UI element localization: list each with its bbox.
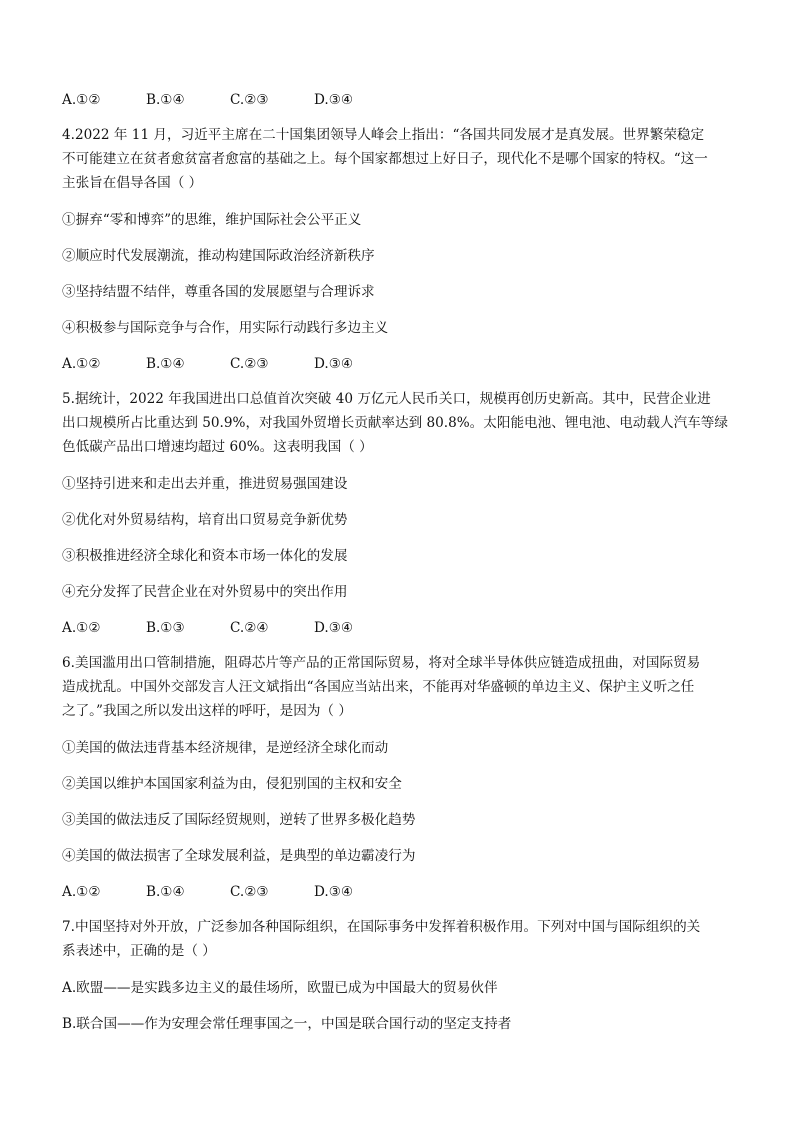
q4-option-d[interactable]: D.③④	[314, 356, 354, 372]
q4-item-3: ③坚持结盟不结伴，尊重各国的发展愿望与合理诉求	[62, 284, 375, 300]
q6-item-3: ③美国的做法违反了国际经贸规则，逆转了世界多极化趋势	[62, 812, 416, 828]
q4-item-2: ②顺应时代发展潮流，推动构建国际政治经济新秩序	[62, 248, 375, 264]
q7-choice-b[interactable]: B.联合国——作为安理会常任理事国之一，中国是联合国行动的坚定支持者	[62, 1016, 512, 1032]
q5-item-2: ②优化对外贸易结构，培育出口贸易竞争新优势	[62, 512, 348, 528]
q4-item-4: ④积极参与国际竞争与合作，用实际行动践行多边主义	[62, 320, 389, 336]
q6-item-2: ②美国以维护本国国家利益为由，侵犯别国的主权和安全	[62, 776, 402, 792]
q6-option-c[interactable]: C.②③	[230, 884, 269, 900]
q5-stem-line-2: 出口规模所占比重达到 50.9%，对我国外贸增长贡献率达到 80.8%。太阳能电池、锂电池、电动载人汽车等绿	[62, 415, 728, 431]
q7-stem-line-2: 系表述中，正确的是（ ）	[62, 943, 216, 959]
q5-item-3: ③积极推进经济全球化和资本市场一体化的发展	[62, 548, 348, 564]
q3-option-a[interactable]: A.①②	[62, 92, 101, 108]
q6-option-d[interactable]: D.③④	[314, 884, 354, 900]
q6-stem-line-1: 6.美国滥用出口管制措施，阻碍芯片等产品的正常国际贸易，将对全球半导体供应链造成扭曲，对国际贸易	[62, 655, 701, 671]
q7-stem-line-1: 7.中国坚持对外开放，广泛参加各种国际组织，在国际事务中发挥着积极作用。下列对中国与国际组织的关	[62, 919, 701, 935]
q5-option-b[interactable]: B.①③	[146, 620, 185, 636]
q5-item-4: ④充分发挥了民营企业在对外贸易中的突出作用	[62, 584, 348, 600]
q6-option-b[interactable]: B.①④	[146, 884, 185, 900]
q4-stem-line-3: 主张旨在倡导各国（ ）	[62, 175, 203, 191]
q4-stem-line-1: 4.2022 年 11 月，习近平主席在二十国集团领导人峰会上指出：“各国共同发展才是真发展。世界繁荣稳定	[62, 127, 705, 143]
q4-option-a[interactable]: A.①②	[62, 356, 101, 372]
q6-item-4: ④美国的做法损害了全球发展利益，是典型的单边霸凌行为	[62, 848, 416, 864]
q6-option-a[interactable]: A.①②	[62, 884, 101, 900]
q4-option-c[interactable]: C.②③	[230, 356, 269, 372]
q6-stem-line-2: 造成扰乱。中国外交部发言人汪文斌指出“各国应当站出来，不能再对华盛顿的单边主义、保护主义听之任	[62, 679, 695, 695]
q3-option-d[interactable]: D.③④	[314, 92, 354, 108]
q4-option-b[interactable]: B.①④	[146, 356, 185, 372]
q6-item-1: ①美国的做法违背基本经济规律，是逆经济全球化而动	[62, 740, 389, 756]
q3-option-b[interactable]: B.①④	[146, 92, 185, 108]
q3-option-c[interactable]: C.②③	[230, 92, 269, 108]
q4-stem-line-2: 不可能建立在贫者愈贫富者愈富的基础之上。每个国家都想过上好日子，现代化不是哪个国家的特权。“这一	[62, 151, 708, 167]
q5-stem-line-3: 色低碳产品出口增速均超过 60%。这表明我国（ ）	[62, 439, 373, 455]
q4-item-1: ①摒弃“零和博弈”的思维，维护国际社会公平正义	[62, 212, 362, 228]
q5-option-a[interactable]: A.①②	[62, 620, 101, 636]
q5-option-d[interactable]: D.③④	[314, 620, 354, 636]
q5-item-1: ①坚持引进来和走出去并重，推进贸易强国建设	[62, 476, 348, 492]
q7-choice-a[interactable]: A.欧盟——是实践多边主义的最佳场所，欧盟已成为中国最大的贸易伙伴	[62, 980, 498, 996]
q5-option-c[interactable]: C.②④	[230, 620, 269, 636]
q5-stem-line-1: 5.据统计，2022 年我国进出口总值首次突破 40 万亿元人民币关口，规模再创历史新高。其中，民营企业进	[62, 391, 711, 407]
q6-stem-line-3: 之了。”我国之所以发出这样的呼吁，是因为（ ）	[62, 703, 352, 719]
